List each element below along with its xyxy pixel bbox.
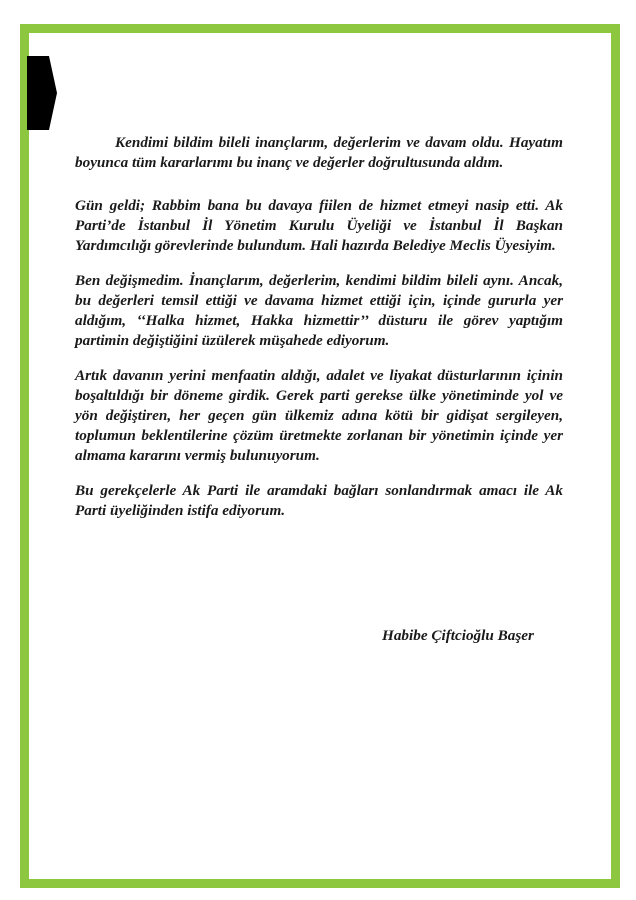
letter-paragraph-5: Bu gerekçelerle Ak Parti ile aramdaki bağları sonlandırmak amacı ile Ak Parti üyeliğinden istifa ediyorum. xyxy=(75,482,563,519)
letter-paragraph-4: Artık davanın yerini menfaatin aldığı, adalet ve liyakat düsturlarının içinin boşaltıldığı bir döneme girdik. Gerek parti gerekse ülke yönetiminde yol ve yön değiştiren, her geçen gün ülkemiz adına kötü bir gidişat sergileyen, toplumun beklentilerine çözüm üretmekte zorlanan bir yönetimin içinde yer almama kararını vermiş bulunuyorum. xyxy=(75,367,563,464)
signature-name: Habibe Çiftcioğlu Başer xyxy=(382,627,534,644)
letter-body xyxy=(75,133,563,536)
letter-paragraph-2: Gün geldi; Rabbim bana bu davaya fiilen de hizmet etmeyi nasip etti. Ak Parti’de İstanbul İl Yönetim Kurulu Üyeliği ve İstanbul İl Başkan Yardımcılığı görevlerinde bulundum. Hali hazırda Belediye Meclis Üyesiyim. xyxy=(75,197,563,254)
letter-paragraph-1: Kendimi bildim bileli inançlarım, değerlerim ve davam oldu. Hayatım boyunca tüm kararlarımı bu inanç ve değerler doğrultusunda aldım. xyxy=(75,134,563,171)
letter-paragraph-3: Ben değişmedim. İnançlarım, değerlerim, kendimi bildim bileli aynı. Ancak, bu değerleri temsil ettiği ve davama hizmet ettiği için, içinde gururla yer aldığım, ‘‘Halka hizmet, Hakka hizmettir’’ düsturu ile görev yaptığım partimin değiştiğini üzülerek müşahede ediyorum. xyxy=(75,272,563,349)
black-tab-marker xyxy=(27,56,57,130)
